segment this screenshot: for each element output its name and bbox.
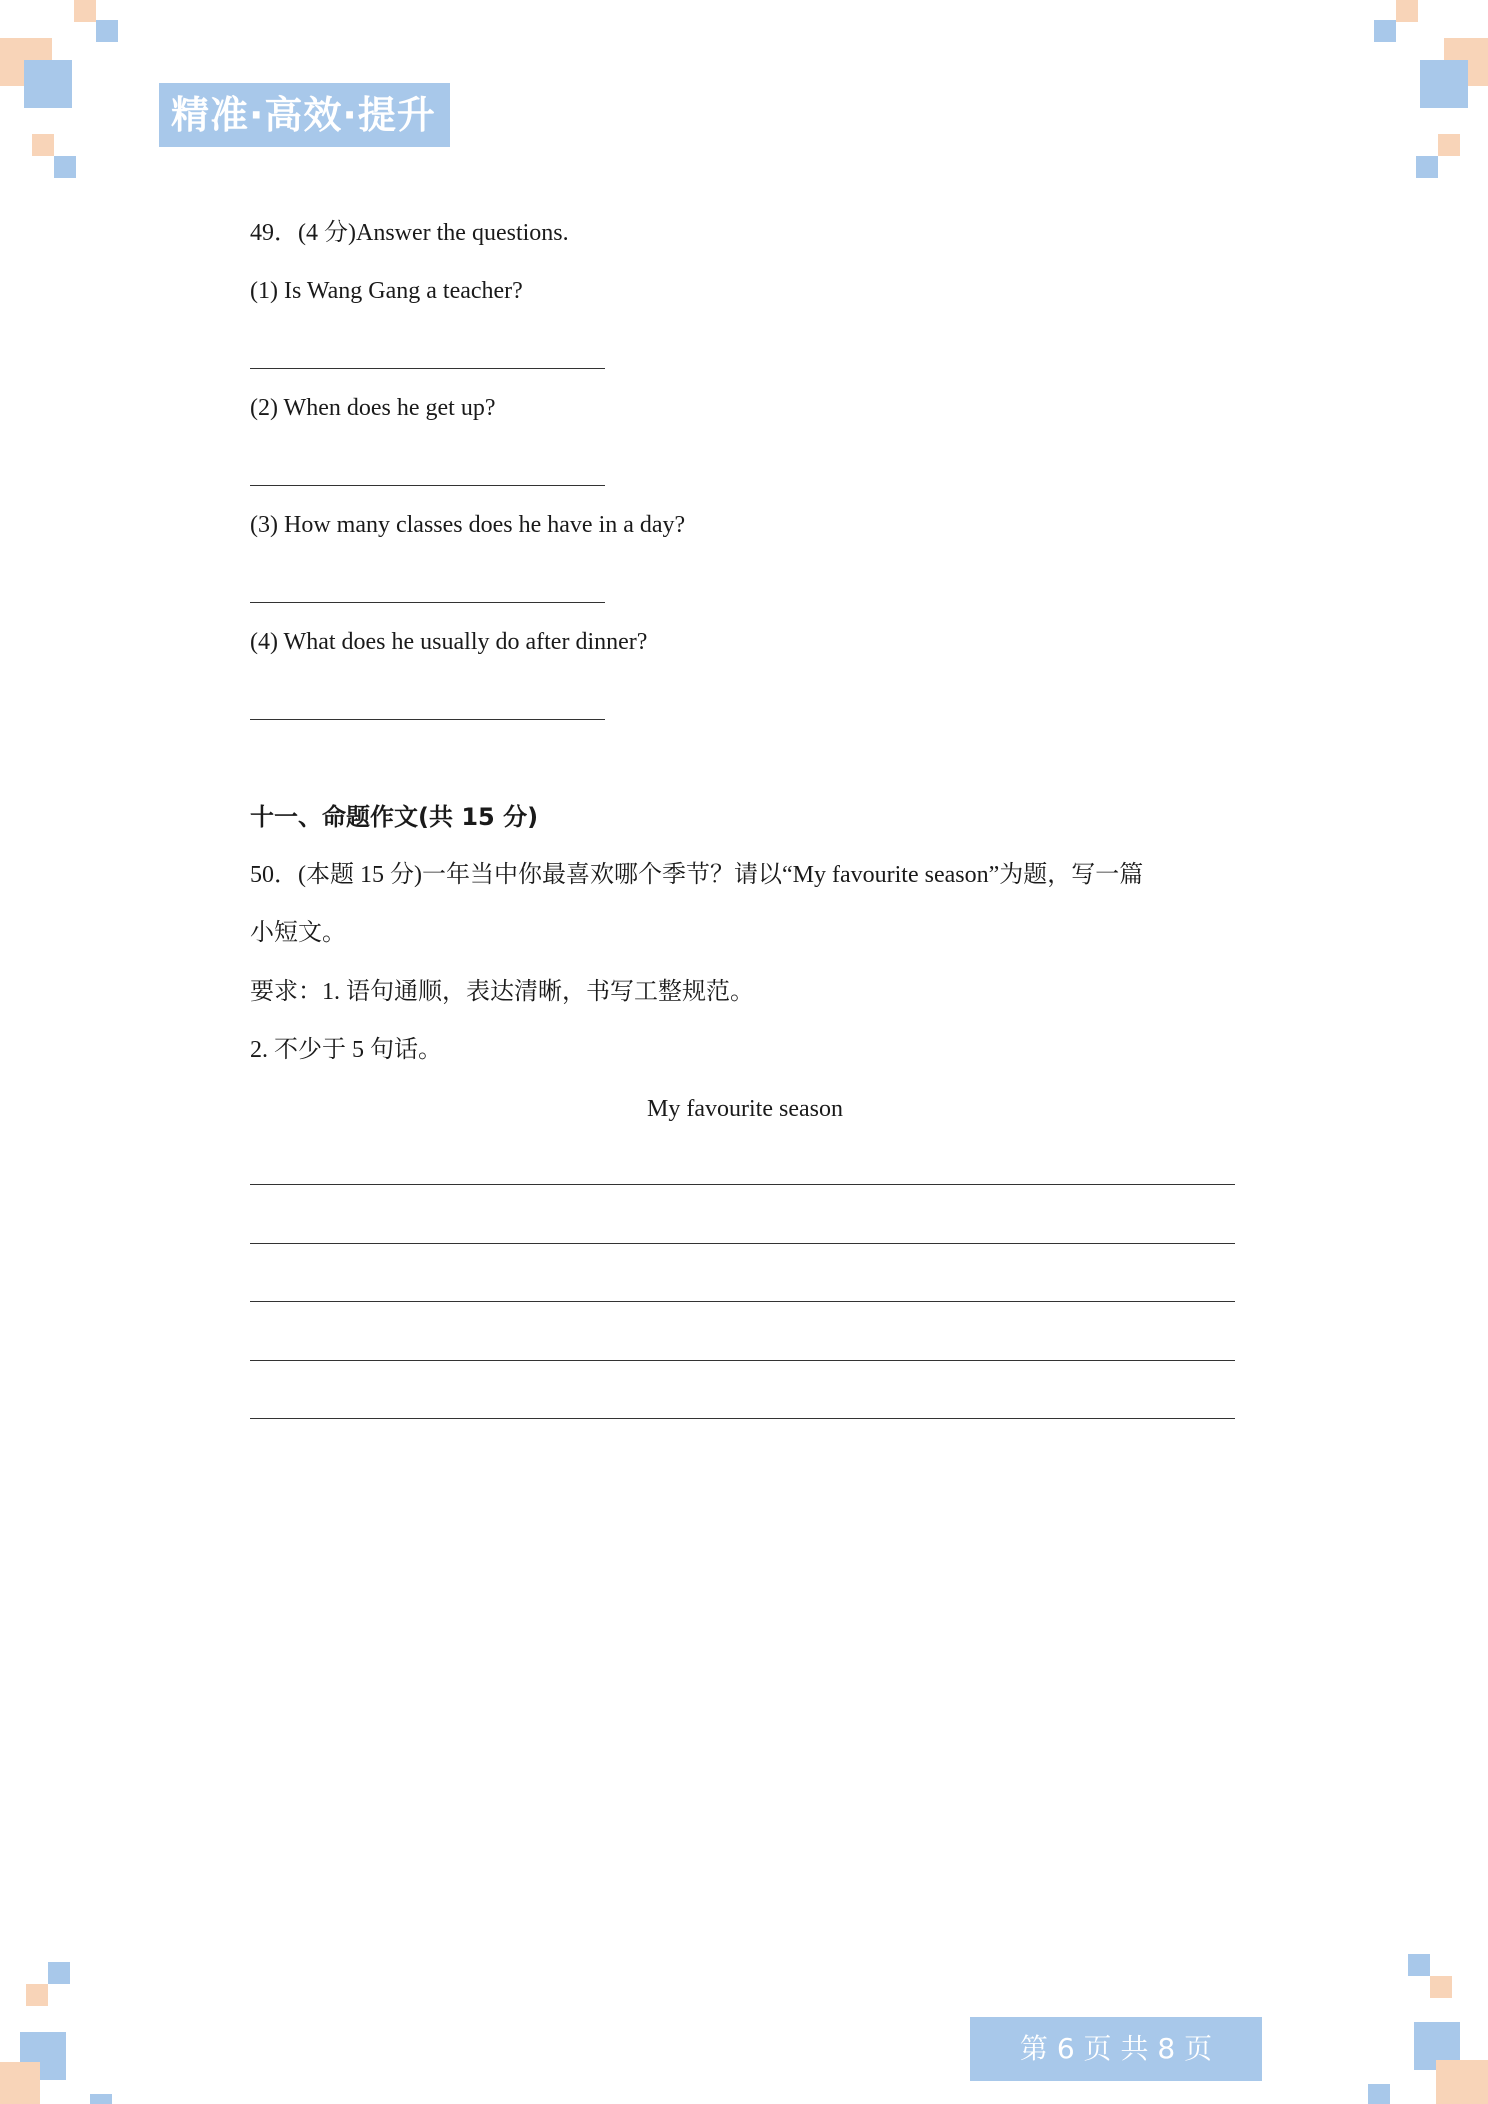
q50-requirement-1: 要求：1. 语句通顺，表达清晰，书写工整规范。 — [250, 979, 754, 1005]
header-banner: 精准·高效·提升 — [159, 83, 450, 147]
q49-question-3: (3) How many classes does he have in a day? — [250, 512, 686, 538]
essay-line-2[interactable] — [250, 1243, 1235, 1244]
page-label-prefix: 第 — [1019, 2032, 1048, 2065]
q49-question-2: (2) When does he get up? — [250, 395, 496, 421]
essay-line-3[interactable] — [250, 1301, 1235, 1302]
page-number: 6 — [1056, 2032, 1075, 2065]
essay-title: My favourite season — [647, 1096, 843, 1122]
q50-prompt-line-1: 50．(本题 15 分)一年当中你最喜欢哪个季节？请以“My favourite season”为题，写一篇 — [250, 862, 1144, 888]
q49-question-4: (4) What does he usually do after dinner? — [250, 629, 648, 655]
answer-blank-3[interactable] — [250, 602, 605, 603]
answer-blank-1[interactable] — [250, 368, 605, 369]
page-label-middle: 页 共 — [1083, 2032, 1149, 2065]
page-indicator — [970, 2017, 1262, 2081]
q50-requirement-2: 2. 不少于 5 句话。 — [250, 1037, 442, 1063]
answer-blank-2[interactable] — [250, 485, 605, 486]
essay-line-1[interactable] — [250, 1184, 1235, 1185]
section-heading: 十一、命题作文(共 15 分) — [250, 803, 539, 831]
answer-blank-4[interactable] — [250, 719, 605, 720]
page-label-suffix: 页 — [1184, 2032, 1213, 2065]
essay-line-5[interactable] — [250, 1418, 1235, 1419]
q49-question-1: (1) Is Wang Gang a teacher? — [250, 278, 523, 304]
q50-prompt-line-2: 小短文。 — [250, 920, 346, 946]
q49-title: 49．(4 分)Answer the questions. — [250, 220, 569, 246]
essay-line-4[interactable] — [250, 1360, 1235, 1361]
page-total: 8 — [1157, 2032, 1176, 2065]
